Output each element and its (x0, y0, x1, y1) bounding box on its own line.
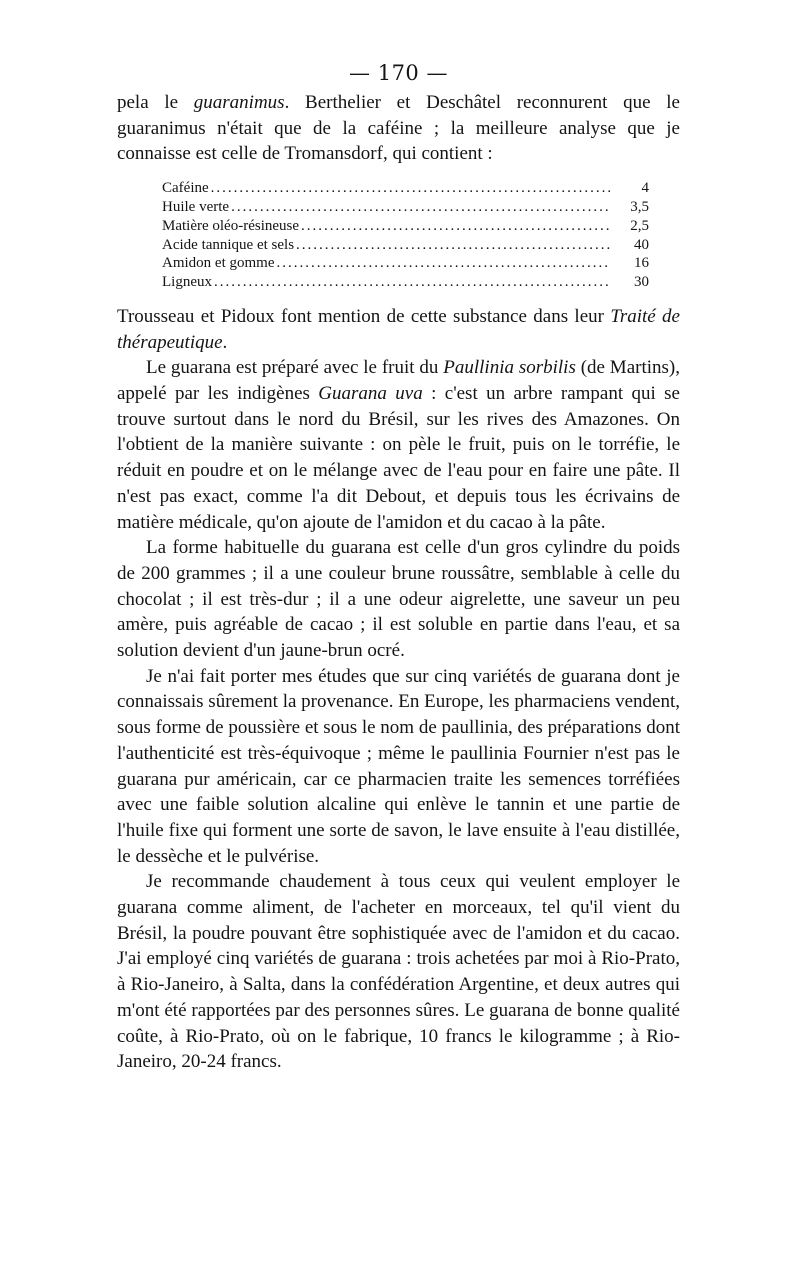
paragraph-text: Le guarana est préparé avec le fruit du (146, 357, 444, 379)
dot-leader (301, 217, 611, 236)
analysis-table (162, 179, 649, 292)
analysis-value: 2,5 (630, 217, 649, 234)
intro-text-before: pela le (117, 92, 194, 113)
analysis-name: Ligneux (162, 274, 212, 291)
paragraph-text: Trousseau et Pidoux font mention de cette substance dans leur (117, 305, 611, 327)
paragraph-preparation (117, 355, 680, 535)
dot-leader (211, 179, 611, 198)
analysis-row-ligneux (162, 273, 649, 292)
paragraph-text: (de Martins), appelé par les indigènes (117, 357, 680, 404)
analysis-value: 16 (634, 255, 649, 272)
analysis-value: 30 (634, 274, 649, 291)
dot-leader (277, 254, 612, 273)
book-page (117, 58, 680, 1075)
analysis-row-matiere-oleo-resineuse (162, 217, 649, 236)
intro-paragraph (117, 90, 680, 167)
paragraph-varieties: Je n'ai fait porter mes études que sur cinq variétés de guarana dont je connaissais sûrement la provenance. En Europe, les pharmaciens vendent, sous forme de poussière et sous le nom de paullinia, des préparations dont l'authenticité est très-équivoque ; même le paullinia Fournier n'est pas le guarana pur américain, car ce pharmacien traite les semences torréfiées avec une faible solution alcaline qui enlève le tannin et une partie de l'huile fixe qui forment une sorte de savon, le lave ensuite à l'eau distillée, le dessèche et le pulvérise. (117, 665, 681, 867)
analysis-name: Huile verte (162, 198, 230, 215)
paragraph-text: . (222, 331, 228, 353)
italic-species-name: Paullinia sorbilis (443, 357, 576, 379)
dot-leader (214, 273, 611, 292)
analysis-row-amidon-gomme (162, 254, 649, 273)
analysis-row-acide-tannique (162, 236, 649, 255)
paragraph-trousseau (117, 304, 680, 355)
analysis-name: Matière oléo-résineuse (162, 217, 300, 234)
paragraph-form: La forme habituelle du guarana est celle d'un gros cylindre du poids de 200 grammes ; il a une couleur brune roussâtre, semblable à celle du chocolat ; il est très-dur ; il a une odeur aigrelette, une saveur un peu amère, puis agréable de cacao ; il est soluble en partie dans l'eau, et sa solution devient d'un jaune-brun ocré. (117, 537, 680, 662)
analysis-row-huile-verte (162, 198, 649, 217)
analysis-value: 3,5 (630, 198, 649, 215)
analysis-name: Caféine (162, 180, 209, 197)
analysis-name: Acide tannique et sels (162, 236, 295, 253)
intro-text-after: . Berthelier et Deschâtel reconnurent que le guaranimus n'était que de la caféine ; la meilleure analyse que je connaisse est celle de Tromansdorf, qui contient : (117, 92, 680, 165)
analysis-value: 40 (634, 236, 649, 253)
analysis-row-cafeine (162, 179, 649, 198)
analysis-value: 4 (641, 180, 649, 197)
dot-leader (296, 236, 611, 255)
paragraph-recommendation: Je recommande chaudement à tous ceux qui veulent employer le guarana comme aliment, de l'acheter en morceaux, tel qu'il vient du Brésil, la poudre pouvant être sophistiquée avec de l'amidon et du cacao. J'ai employé cinq variétés de guarana : trois achetées par moi à Rio-Prato, à Rio-Janeiro, à Salta, dans la confédération Argentine, et deux autres qui m'ont été rapportées par des personnes sûres. Le guarana de bonne qualité coûte, à Rio-Prato, où on le fabrique, 10 francs le kilogramme ; à Rio-Janeiro, 20-24 francs. (117, 871, 680, 1073)
page-number: — 170 — (349, 61, 448, 85)
paragraph-text: : c'est un arbre rampant qui se trouve surtout dans le nord du Brésil, sur les rives des Amazones. On l'obtient de la manière suivante : on pèle le fruit, puis on le torréfie, le réduit en poudre et on le mélange avec de l'eau pour en faire une pâte. Il n'est pas exact, comme l'a dit Debout, et depuis tous les écrivains de matière médicale, qu'on ajoute de l'amidon et du cacao à la pâte. (117, 383, 680, 533)
intro-italic-term: guaranimus (193, 92, 285, 113)
analysis-name: Amidon et gomme (162, 255, 275, 272)
dot-leader (231, 198, 611, 217)
italic-native-name: Guarana uva (318, 383, 423, 404)
italic-title: Traité de thérapeutique (117, 305, 680, 353)
